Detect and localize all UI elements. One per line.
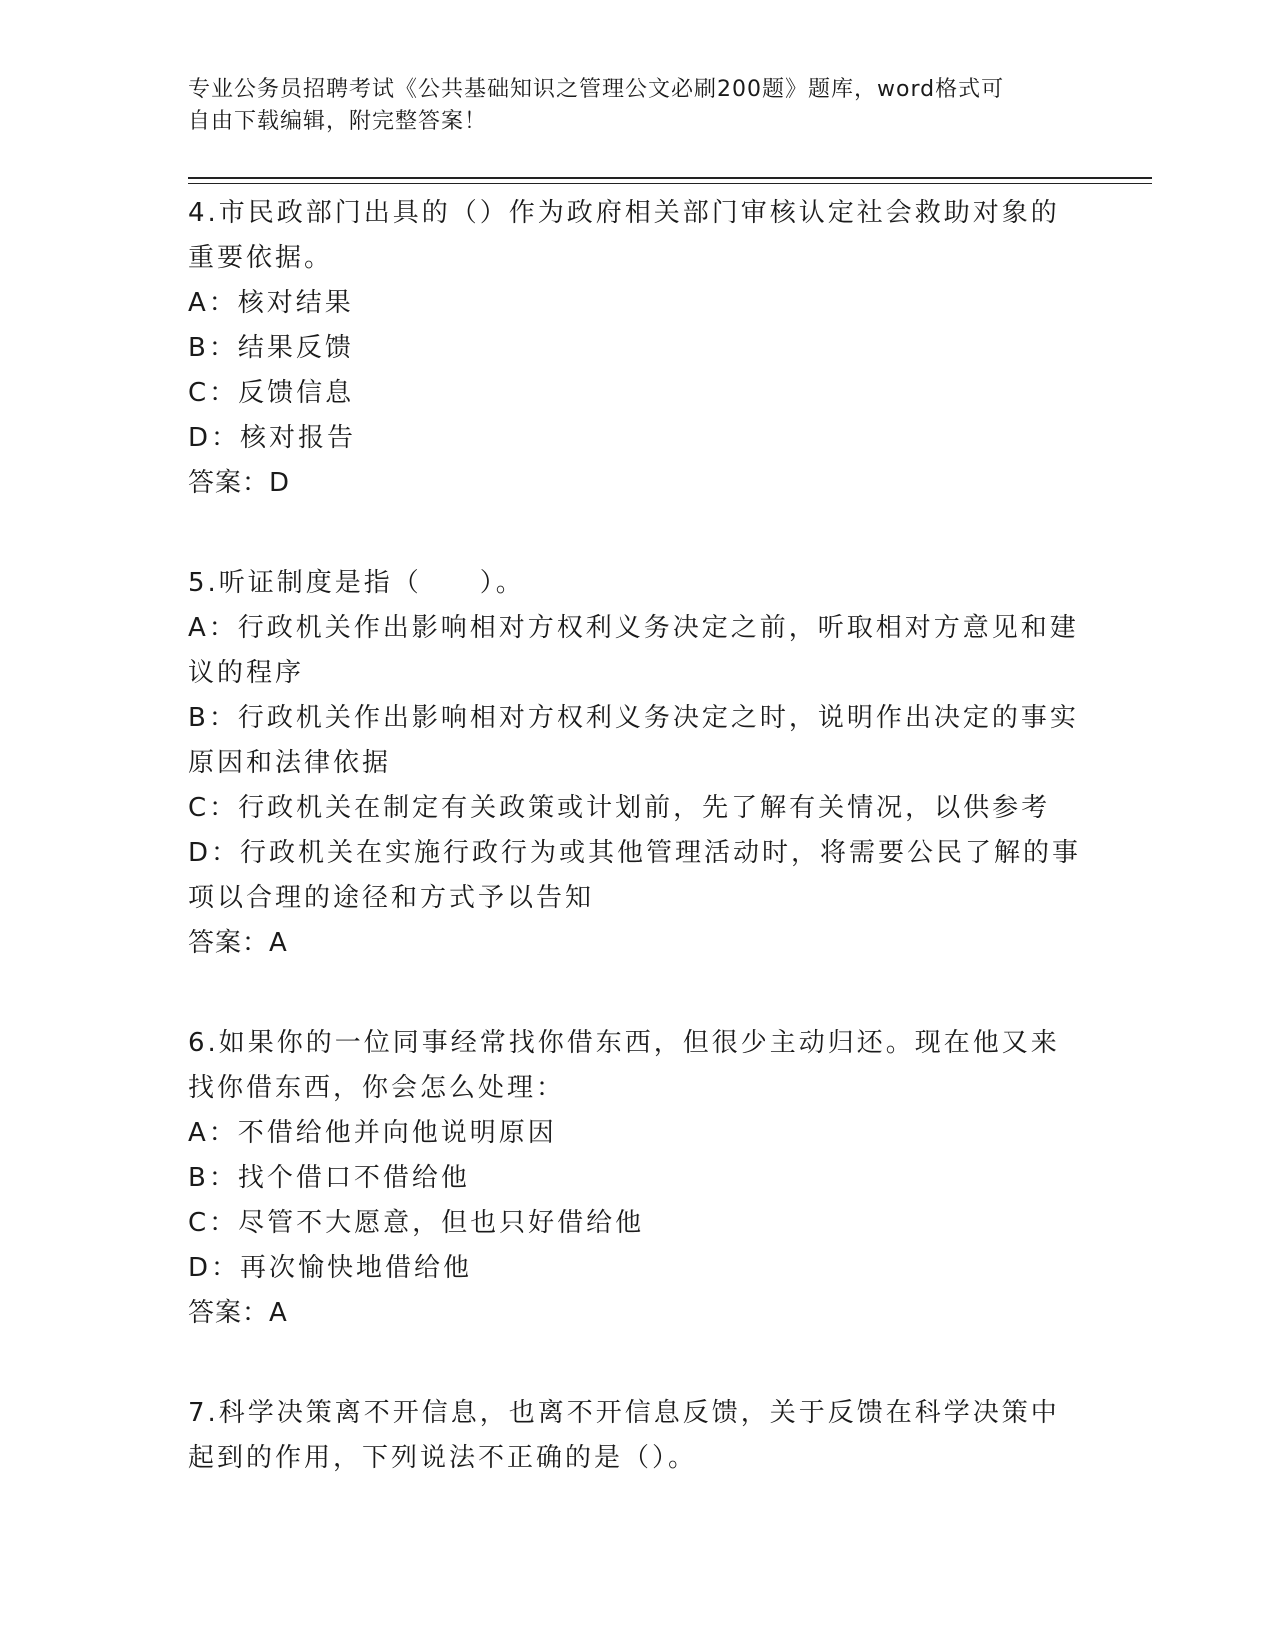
option-c: C：反馈信息 xyxy=(188,378,355,408)
option-a: A：核对结果 xyxy=(188,288,354,318)
question-stem-line: 5.听证制度是指（ ）。 xyxy=(188,568,525,598)
question-stem-line: 6.如果你的一位同事经常找你借东西，但很少主动归还。现在他又来 xyxy=(188,1028,1060,1058)
option-d: D：核对报告 xyxy=(188,423,357,453)
answer-line: 答案：A xyxy=(188,1298,288,1328)
question-stem-line: 起到的作用，下列说法不正确的是（）。 xyxy=(188,1443,698,1473)
document-header xyxy=(188,74,1068,138)
option-b: B：结果反馈 xyxy=(188,333,354,363)
option-c: C：尽管不大愿意，但也只好借给他 xyxy=(188,1208,645,1238)
question-stem-line: 找你借东西，你会怎么处理： xyxy=(188,1073,566,1103)
question-list xyxy=(188,191,1088,1536)
answer-line: 答案：A xyxy=(188,928,288,958)
question-7 xyxy=(188,1391,1088,1481)
header-divider-thick xyxy=(188,177,1152,179)
question-stem-line: 7.科学决策离不开信息，也离不开信息反馈，关于反馈在科学决策中 xyxy=(188,1398,1060,1428)
option-d: D：再次愉快地借给他 xyxy=(188,1253,473,1283)
answer-line: 答案：D xyxy=(188,468,291,498)
question-stem-line: 4.市民政部门出具的（）作为政府相关部门审核认定社会救助对象的 xyxy=(188,198,1060,228)
question-5 xyxy=(188,561,1088,966)
option-c: C：行政机关在制定有关政策或计划前，先了解有关情况，以供参考 xyxy=(188,793,1051,823)
option-b: B：找个借口不借给他 xyxy=(188,1163,470,1193)
option-d: D：行政机关在实施行政行为或其他管理活动时，将需要公民了解的事 xyxy=(188,838,1082,868)
question-4 xyxy=(188,191,1088,506)
option-d-continued: 项以合理的途径和方式予以告知 xyxy=(188,883,595,913)
option-b-continued: 原因和法律依据 xyxy=(188,748,392,778)
question-stem-line: 重要依据。 xyxy=(188,243,334,273)
header-divider-thin xyxy=(188,183,1152,184)
option-b: B：行政机关作出影响相对方权利义务决定之时，说明作出决定的事实 xyxy=(188,703,1079,733)
option-a: A：行政机关作出影响相对方权利义务决定之前，听取相对方意见和建 xyxy=(188,613,1079,643)
header-line-2: 自由下载编辑，附完整答案！ xyxy=(188,109,488,134)
option-a-continued: 议的程序 xyxy=(188,658,305,688)
header-line-1: 专业公务员招聘考试《公共基础知识之管理公文必刷200题》题库，word格式可 xyxy=(188,77,1005,102)
question-6 xyxy=(188,1021,1088,1336)
option-a: A：不借给他并向他说明原因 xyxy=(188,1118,557,1148)
